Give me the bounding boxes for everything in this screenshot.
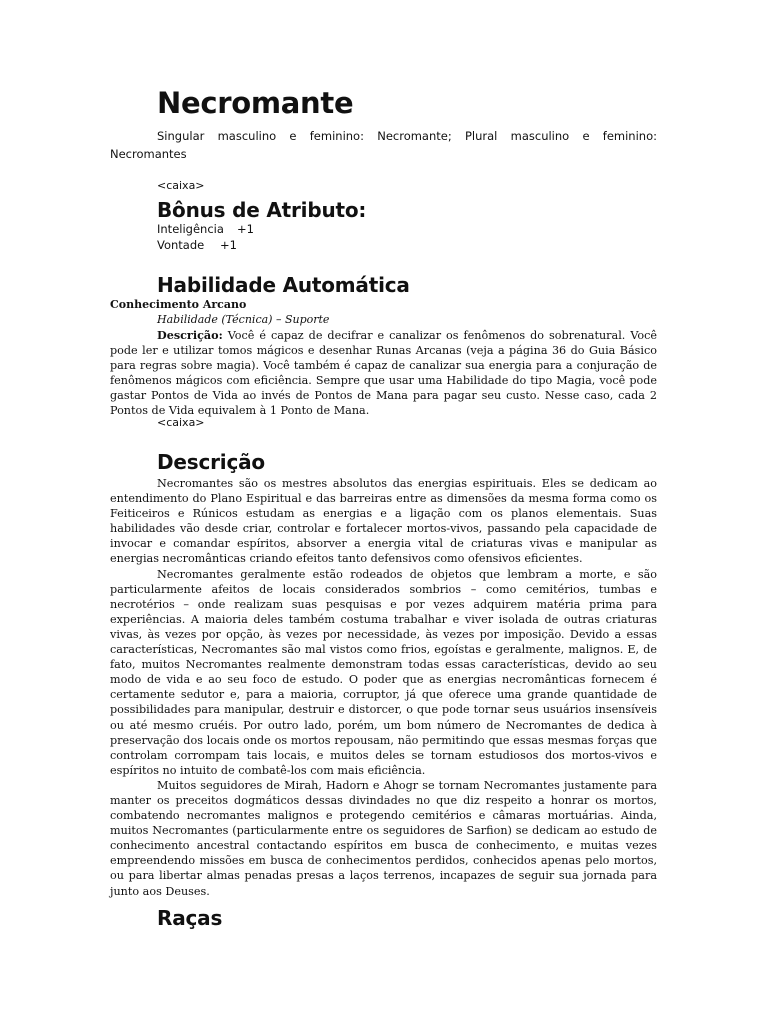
attribute-row <box>157 222 254 236</box>
page-title: Necromante <box>157 86 354 120</box>
subtitle: Singular masculino e feminino: Necromante; Plural masculino e feminino: Necromantes <box>110 129 657 161</box>
attribute-name: Inteligência <box>157 222 224 236</box>
attribute-value: +1 <box>220 238 237 252</box>
descricao-heading: Descrição <box>157 450 265 474</box>
caixa-marker-2: <caixa> <box>157 416 205 429</box>
caixa-marker-1: <caixa> <box>157 179 205 192</box>
attribute-name: Vontade <box>157 238 205 252</box>
paragraph: Muitos seguidores de Mirah, Hadorn e Ahogr se tornam Necromantes justamente para manter os preceitos dogmáticos dessas divindades no que diz respeito a honrar os mortos, combatendo necromantes malignos e protegendo cemitérios e câmaras mortuárias. Ainda, muitos Necromantes (particularmente entre os seguidores de Sarfion) se dedicam ao estudo de conhecimento ancestral contactando espíritos em busca de conhecimento, e muitas vezes empreendendo missões em busca de conhecimentos perdidos, conhecidos apenas pelo mortos, ou para libertar almas penadas presas a laços terrenos, incapazes de seguir sua jornada para junto aos Deuses. <box>110 778 657 898</box>
ability-description-label: Descrição: <box>157 328 223 342</box>
racas-heading: Raças <box>157 906 223 930</box>
ability-type: Habilidade (Técnica) – Suporte <box>157 313 330 326</box>
ability-description <box>110 328 657 419</box>
bonus-heading: Bônus de Atributo: <box>157 198 367 222</box>
ability-name: Conhecimento Arcano <box>110 298 247 311</box>
paragraph: Necromantes geralmente estão rodeados de objetos que lembram a morte, e são particularmente afeitos de locais considerados sombrios – como cemitérios, tumbas e necrotérios – onde realizam suas pesquisas e por vezes adquirem matéria prima para experiências. A maioria deles também costuma trabalhar e viver isolada de outras criaturas vivas, às vezes por opção, às vezes por necessidade, às vezes por imposição. Devido a essas características, Necromantes são mal vistos como frios, egoístas e geralmente, malignos. E, de fato, muitos Necromantes realmente demonstram todas essas características, devido ao seu modo de vida e ao seu foco de estudo. O poder que as energias necromânticas fornecem é certamente sedutor e, para a maioria, corruptor, já que oferece uma grande quantidade de possibilidades para manipular, destruir e distorcer, o que pode tornar seus usuários insensíveis ou até mesmo cruéis. Por outro lado, porém, um bom número de Necromantes de dedica à preservação dos locais onde os mortos repousam, não permitindo que essas mesmas forças que controlam corrompam tais locais, e muitos deles se tornam estudiosos dos mortos-vivos e espíritos no intuito de combatê-los com mais eficiência. <box>110 567 657 777</box>
ability-description-text: Você é capaz de decifrar e canalizar os fenômenos do sobrenatural. Você pode ler e utilizar tomos mágicos e desenhar Runas Arcanas (veja a página 36 do Guia Básico para regras sobre magia). Você também é capaz de canalizar sua energia para a conjuração de fenômenos mágicos com eficiência. Sempre que usar uma Habilidade do tipo Magia, você pode gastar Pontos de Vida ao invés de Pontos de Mana para pagar seu custo. Nesse caso, cada 2 Pontos de Vida equivalem à 1 Ponto de Mana. <box>110 329 657 418</box>
paragraph: Necromantes são os mestres absolutos das energias espirituais. Eles se dedicam ao entendimento do Plano Espiritual e das barreiras entre as dimensões da mesma forma como os Feiticeiros e Rúnicos estudam as energias e a ligação com os planos elementais. Suas habilidades vão desde criar, controlar e fortalecer mortos-vivos, passando pela capacidade de invocar e comandar espíritos, absorver a energia vital de criaturas vivas e manipular as energias necromânticas criando efeitos tanto defensivos como ofensivos eficientes. <box>110 477 657 566</box>
attribute-row <box>157 238 237 252</box>
habilidade-heading: Habilidade Automática <box>157 273 410 297</box>
descricao-body <box>110 476 657 899</box>
attribute-value: +1 <box>237 222 254 236</box>
